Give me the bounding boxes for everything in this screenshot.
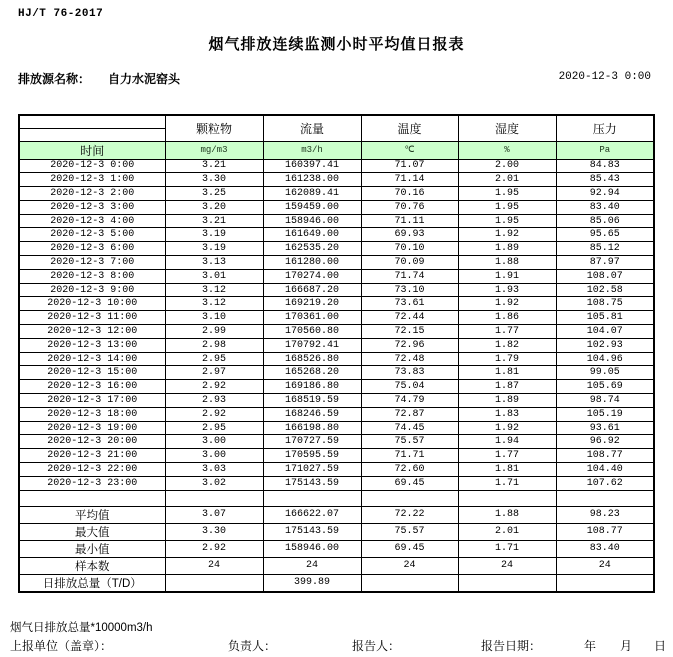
cell-value: 175143.59 xyxy=(263,476,361,490)
cell-value: 102.93 xyxy=(556,338,654,352)
cell-value: 74.79 xyxy=(361,394,458,408)
monitoring-table xyxy=(18,114,655,593)
cell-value: 104.40 xyxy=(556,463,654,477)
cell-value xyxy=(556,490,654,506)
table-row xyxy=(19,490,654,506)
cell-time: 2020-12-3 16:00 xyxy=(19,380,165,394)
cell-value: 1.93 xyxy=(458,283,556,297)
cell-value: 158946.00 xyxy=(263,214,361,228)
cell-value: 108.75 xyxy=(556,297,654,311)
cell-value: 92.94 xyxy=(556,187,654,201)
summary-label: 日排放总量（T/D） xyxy=(19,574,165,592)
table-row xyxy=(19,352,654,366)
cell-value: 75.57 xyxy=(361,523,458,540)
cell-value: 1.81 xyxy=(458,366,556,380)
table-row xyxy=(19,574,654,592)
cell-value: 105.69 xyxy=(556,380,654,394)
cell-value: 1.82 xyxy=(458,338,556,352)
cell-value: 95.65 xyxy=(556,228,654,242)
cell-time: 2020-12-3 8:00 xyxy=(19,269,165,283)
table-row xyxy=(19,214,654,228)
cell-value: 166622.07 xyxy=(263,506,361,523)
blank-cell xyxy=(19,490,165,506)
table-row xyxy=(19,435,654,449)
cell-value: 85.12 xyxy=(556,242,654,256)
cell-value: 93.61 xyxy=(556,421,654,435)
cell-value: 105.19 xyxy=(556,407,654,421)
cell-value: 1.88 xyxy=(458,256,556,270)
year-label: 年 xyxy=(584,639,597,653)
unit-temperature: ℃ xyxy=(361,141,458,159)
cell-value: 70.10 xyxy=(361,242,458,256)
time-column-header: 时间 xyxy=(19,141,165,159)
cell-time: 2020-12-3 18:00 xyxy=(19,407,165,421)
cell-value: 24 xyxy=(165,557,263,574)
cell-value: 3.21 xyxy=(165,159,263,173)
table-row xyxy=(19,407,654,421)
table-row xyxy=(19,557,654,574)
cell-value: 166198.80 xyxy=(263,421,361,435)
cell-time: 2020-12-3 22:00 xyxy=(19,463,165,477)
cell-value: 3.00 xyxy=(165,449,263,463)
cell-time: 2020-12-3 9:00 xyxy=(19,283,165,297)
cell-value xyxy=(361,574,458,592)
report-date-label: 报告日期： xyxy=(481,639,542,653)
cell-value: 72.96 xyxy=(361,338,458,352)
cell-time: 2020-12-3 17:00 xyxy=(19,394,165,408)
table-row xyxy=(19,476,654,490)
cell-time: 2020-12-3 19:00 xyxy=(19,421,165,435)
cell-value: 170792.41 xyxy=(263,338,361,352)
cell-value xyxy=(361,490,458,506)
cell-value: 1.95 xyxy=(458,187,556,201)
cell-time: 2020-12-3 11:00 xyxy=(19,311,165,325)
cell-value: 170727.59 xyxy=(263,435,361,449)
cell-value: 169219.20 xyxy=(263,297,361,311)
cell-value: 3.12 xyxy=(165,283,263,297)
summary-label: 平均值 xyxy=(19,506,165,523)
table-row xyxy=(19,159,654,173)
cell-value: 161280.00 xyxy=(263,256,361,270)
cell-value: 24 xyxy=(263,557,361,574)
cell-time: 2020-12-3 6:00 xyxy=(19,242,165,256)
cell-value xyxy=(263,490,361,506)
cell-value: 3.00 xyxy=(165,435,263,449)
cell-value: 1.71 xyxy=(458,476,556,490)
cell-value: 84.83 xyxy=(556,159,654,173)
responsible-person-label: 负责人： xyxy=(228,639,277,653)
table-row xyxy=(19,394,654,408)
cell-value: 166687.20 xyxy=(263,283,361,297)
cell-value: 161238.00 xyxy=(263,173,361,187)
cell-value: 168526.80 xyxy=(263,352,361,366)
cell-value: 72.48 xyxy=(361,352,458,366)
cell-value: 1.89 xyxy=(458,242,556,256)
page-title: 烟气排放连续监测小时平均值日报表 xyxy=(208,36,465,53)
cell-value: 399.89 xyxy=(263,574,361,592)
cell-value: 85.43 xyxy=(556,173,654,187)
cell-value: 170560.80 xyxy=(263,325,361,339)
cell-value: 73.61 xyxy=(361,297,458,311)
cell-value: 73.83 xyxy=(361,366,458,380)
corner-cell-bottom xyxy=(19,128,165,141)
cell-value: 2.92 xyxy=(165,407,263,421)
cell-value: 1.95 xyxy=(458,200,556,214)
cell-value xyxy=(458,490,556,506)
cell-value: 69.45 xyxy=(361,476,458,490)
cell-value: 2.95 xyxy=(165,352,263,366)
column-header-humidity: 湿度 xyxy=(458,115,556,141)
column-header-particulate: 颗粒物 xyxy=(165,115,263,141)
cell-value: 71.71 xyxy=(361,449,458,463)
cell-value: 1.83 xyxy=(458,407,556,421)
cell-value: 75.57 xyxy=(361,435,458,449)
cell-value: 161649.00 xyxy=(263,228,361,242)
cell-value: 2.92 xyxy=(165,540,263,557)
cell-value: 1.88 xyxy=(458,506,556,523)
cell-value: 104.96 xyxy=(556,352,654,366)
cell-value: 70.09 xyxy=(361,256,458,270)
table-row xyxy=(19,523,654,540)
standard-code: HJ/T 76-2017 xyxy=(18,8,104,20)
reporter-label: 报告人： xyxy=(352,639,401,653)
reporting-unit-label: 上报单位（盖章）： xyxy=(10,639,113,653)
cell-value: 98.23 xyxy=(556,506,654,523)
cell-value: 162535.20 xyxy=(263,242,361,256)
cell-value: 1.87 xyxy=(458,380,556,394)
cell-value: 3.20 xyxy=(165,200,263,214)
cell-time: 2020-12-3 2:00 xyxy=(19,187,165,201)
table-row xyxy=(19,200,654,214)
unit-particulate: mg/m3 xyxy=(165,141,263,159)
summary-label: 最小值 xyxy=(19,540,165,557)
cell-time: 2020-12-3 12:00 xyxy=(19,325,165,339)
cell-value: 2.93 xyxy=(165,394,263,408)
cell-value xyxy=(165,490,263,506)
cell-value: 159459.00 xyxy=(263,200,361,214)
cell-value: 69.93 xyxy=(361,228,458,242)
cell-value: 104.07 xyxy=(556,325,654,339)
cell-value: 2.95 xyxy=(165,421,263,435)
cell-time: 2020-12-3 5:00 xyxy=(19,228,165,242)
cell-value: 170361.00 xyxy=(263,311,361,325)
cell-value: 72.22 xyxy=(361,506,458,523)
report-datetime: 2020-12-3 0:00 xyxy=(558,71,651,83)
emission-source-label: 排放源名称： xyxy=(18,72,91,86)
cell-value: 171027.59 xyxy=(263,463,361,477)
table-row xyxy=(19,187,654,201)
cell-value: 3.10 xyxy=(165,311,263,325)
cell-value: 162089.41 xyxy=(263,187,361,201)
cell-value: 74.45 xyxy=(361,421,458,435)
cell-value: 2.01 xyxy=(458,523,556,540)
cell-time: 2020-12-3 20:00 xyxy=(19,435,165,449)
cell-time: 2020-12-3 10:00 xyxy=(19,297,165,311)
cell-value: 158946.00 xyxy=(263,540,361,557)
cell-value: 1.91 xyxy=(458,269,556,283)
column-header-pressure: 压力 xyxy=(556,115,654,141)
month-label: 月 xyxy=(620,639,633,653)
table-row xyxy=(19,242,654,256)
cell-value: 175143.59 xyxy=(263,523,361,540)
summary-label: 样本数 xyxy=(19,557,165,574)
cell-value: 70.76 xyxy=(361,200,458,214)
cell-value: 107.62 xyxy=(556,476,654,490)
table-row xyxy=(19,463,654,477)
unit-pressure: Pa xyxy=(556,141,654,159)
cell-value: 1.92 xyxy=(458,421,556,435)
column-header-temperature: 温度 xyxy=(361,115,458,141)
cell-value: 108.77 xyxy=(556,523,654,540)
cell-value: 3.03 xyxy=(165,463,263,477)
cell-value: 71.74 xyxy=(361,269,458,283)
cell-value: 87.97 xyxy=(556,256,654,270)
cell-value: 1.79 xyxy=(458,352,556,366)
cell-time: 2020-12-3 4:00 xyxy=(19,214,165,228)
table-row xyxy=(19,506,654,523)
cell-value: 1.77 xyxy=(458,449,556,463)
cell-value: 108.77 xyxy=(556,449,654,463)
cell-value: 170274.00 xyxy=(263,269,361,283)
cell-value xyxy=(556,574,654,592)
emission-total-note: 烟气日排放总量*10000m3/h xyxy=(10,622,153,634)
cell-value: 3.21 xyxy=(165,214,263,228)
cell-value: 69.45 xyxy=(361,540,458,557)
cell-value: 105.81 xyxy=(556,311,654,325)
cell-value: 24 xyxy=(361,557,458,574)
table-row xyxy=(19,338,654,352)
cell-value xyxy=(458,574,556,592)
cell-value: 3.19 xyxy=(165,242,263,256)
table-row xyxy=(19,325,654,339)
cell-value: 3.12 xyxy=(165,297,263,311)
header-row-top xyxy=(19,115,654,128)
cell-value: 96.92 xyxy=(556,435,654,449)
cell-value: 108.07 xyxy=(556,269,654,283)
cell-value: 83.40 xyxy=(556,540,654,557)
table-row xyxy=(19,380,654,394)
cell-value: 2.98 xyxy=(165,338,263,352)
emission-source-name: 自力水泥窑头 xyxy=(108,72,181,86)
cell-value: 2.01 xyxy=(458,173,556,187)
cell-value: 1.92 xyxy=(458,297,556,311)
cell-time: 2020-12-3 23:00 xyxy=(19,476,165,490)
cell-value: 99.05 xyxy=(556,366,654,380)
cell-time: 2020-12-3 3:00 xyxy=(19,200,165,214)
cell-value: 160397.41 xyxy=(263,159,361,173)
table-row xyxy=(19,311,654,325)
table-row xyxy=(19,256,654,270)
cell-value: 98.74 xyxy=(556,394,654,408)
column-header-flow: 流量 xyxy=(263,115,361,141)
cell-value: 168246.59 xyxy=(263,407,361,421)
cell-value: 1.95 xyxy=(458,214,556,228)
cell-value: 1.92 xyxy=(458,228,556,242)
cell-value: 1.71 xyxy=(458,540,556,557)
cell-value: 72.60 xyxy=(361,463,458,477)
cell-value: 75.04 xyxy=(361,380,458,394)
cell-value: 83.40 xyxy=(556,200,654,214)
table-row xyxy=(19,297,654,311)
cell-value: 3.13 xyxy=(165,256,263,270)
day-label: 日 xyxy=(654,639,667,653)
cell-value: 73.10 xyxy=(361,283,458,297)
cell-value: 102.58 xyxy=(556,283,654,297)
cell-value: 72.44 xyxy=(361,311,458,325)
cell-value: 1.77 xyxy=(458,325,556,339)
unit-flow: m3/h xyxy=(263,141,361,159)
summary-label: 最大值 xyxy=(19,523,165,540)
table-row xyxy=(19,540,654,557)
cell-value: 1.81 xyxy=(458,463,556,477)
cell-value xyxy=(165,574,263,592)
cell-value: 3.25 xyxy=(165,187,263,201)
cell-value: 168519.59 xyxy=(263,394,361,408)
table-row xyxy=(19,269,654,283)
cell-value: 71.11 xyxy=(361,214,458,228)
cell-time: 2020-12-3 13:00 xyxy=(19,338,165,352)
cell-time: 2020-12-3 14:00 xyxy=(19,352,165,366)
cell-value: 72.15 xyxy=(361,325,458,339)
cell-value: 3.02 xyxy=(165,476,263,490)
cell-time: 2020-12-3 15:00 xyxy=(19,366,165,380)
table-row xyxy=(19,173,654,187)
cell-value: 2.97 xyxy=(165,366,263,380)
cell-value: 1.89 xyxy=(458,394,556,408)
table-row xyxy=(19,421,654,435)
cell-time: 2020-12-3 7:00 xyxy=(19,256,165,270)
cell-value: 3.30 xyxy=(165,523,263,540)
cell-value: 70.16 xyxy=(361,187,458,201)
cell-value: 1.86 xyxy=(458,311,556,325)
table-row xyxy=(19,449,654,463)
table-row xyxy=(19,228,654,242)
cell-value: 71.07 xyxy=(361,159,458,173)
cell-value: 24 xyxy=(556,557,654,574)
cell-value: 165268.20 xyxy=(263,366,361,380)
cell-value: 2.00 xyxy=(458,159,556,173)
table-body xyxy=(19,115,654,592)
cell-value: 1.94 xyxy=(458,435,556,449)
cell-value: 2.99 xyxy=(165,325,263,339)
cell-value: 3.01 xyxy=(165,269,263,283)
cell-value: 72.87 xyxy=(361,407,458,421)
cell-value: 2.92 xyxy=(165,380,263,394)
cell-time: 2020-12-3 0:00 xyxy=(19,159,165,173)
emission-source-line xyxy=(18,70,180,87)
cell-time: 2020-12-3 1:00 xyxy=(19,173,165,187)
cell-value: 170595.59 xyxy=(263,449,361,463)
cell-value: 3.07 xyxy=(165,506,263,523)
cell-value: 85.06 xyxy=(556,214,654,228)
table-row xyxy=(19,366,654,380)
cell-value: 3.19 xyxy=(165,228,263,242)
unit-humidity: % xyxy=(458,141,556,159)
cell-value: 71.14 xyxy=(361,173,458,187)
table-row xyxy=(19,283,654,297)
cell-value: 3.30 xyxy=(165,173,263,187)
corner-cell-top xyxy=(19,115,165,128)
units-row xyxy=(19,141,654,159)
cell-value: 169186.80 xyxy=(263,380,361,394)
cell-time: 2020-12-3 21:00 xyxy=(19,449,165,463)
cell-value: 24 xyxy=(458,557,556,574)
